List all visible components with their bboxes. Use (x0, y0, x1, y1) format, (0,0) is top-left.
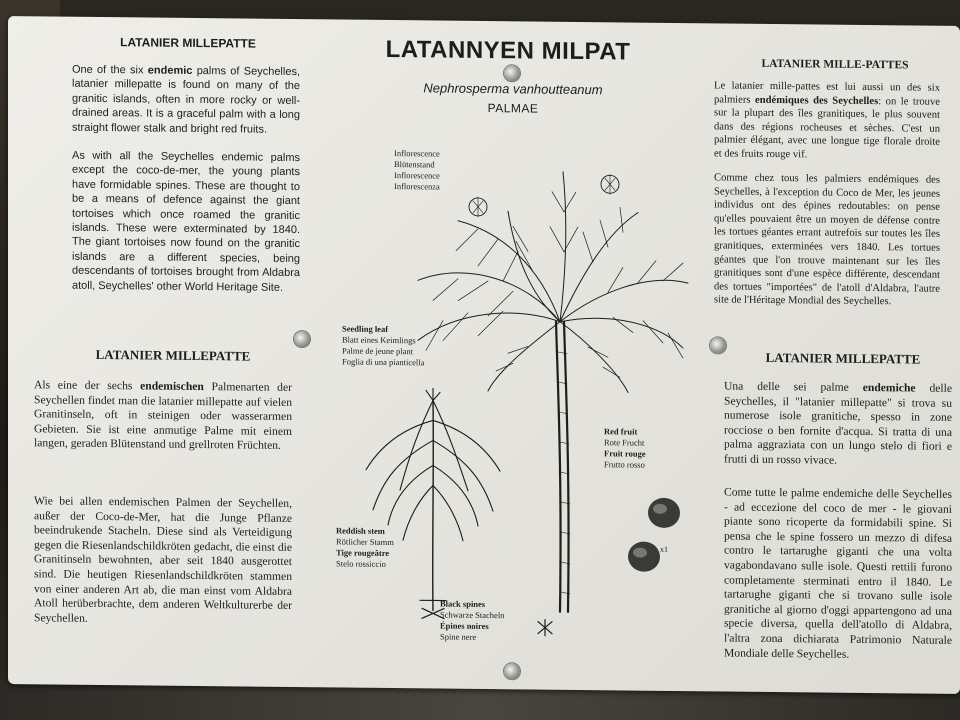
seedling-drawing (366, 388, 500, 619)
italian-paragraph-1: Una delle sei palme endemiche delle Seychelles, il "latanier millepatte" si trova su numerose isole granitiche, spesso in zone rocciose o ben fornite d'acqua. Si tratta di una palma aggraziata con un lungo stelo di fiori e frutti di un rosso vivace. (724, 379, 952, 467)
english-paragraph-2: As with all the Seychelles endemic palms except the coco-de-mer, the young plants have formidable spines. These are thought to be a means of defence against the giant tortoises which once roamed the granitic islands. These were exterminated by 1840. The giant tortoises now found on the granitic islands are a different species, being descendants of tortoises brought from Aldabra atoll, Seychelles' other World Heritage Site. (72, 149, 300, 294)
english-heading: LATANIER MILLEPATTE (120, 35, 256, 51)
screw-left (294, 331, 310, 347)
german-paragraph-1: Als eine der sechs endemischen Palmenarten der Seychellen findet man die latanier millepatte auf vielen Granitinseln, oft in steinigen oder wasserarmen Gebieten. Sie ist eine anmutige Palme mit einem langen, geraden Blütenstand und grellroten Früchten. (34, 378, 292, 453)
sign-title: LATANNYEN MILPAT (385, 35, 631, 66)
palm-crown (418, 170, 688, 393)
scientific-name: Nephrosperma vanhoutteanum (423, 80, 603, 98)
information-sign (8, 16, 960, 694)
italian-heading: LATANIER MILLEPATTE (765, 349, 921, 367)
italian-paragraph-2: Come tutte le palme endemiche delle Seychelles - ad eccezione del coco de mer - le giovani piante sono ricoperte da formidabili spine. Si pensa che le spine fossero un mezzo di difesa contro le tartarughe giganti che una volta vagabondavano sulle isole. Questi rettili furono completamente sterminati entro il 1840. Le tartarughe giganti che si trovano sulle isole granitiche al giorno d'oggi appartengono ad una specie diversa, quella dell'atollo di Aldabra, l'altra zona dichiarata Patrimonio Naturale Mondiale delle Seychelles. (724, 485, 952, 661)
label-black-spines: Black spines Schwarze Stacheln Épines noires Spine nere (440, 598, 505, 642)
german-paragraph-2: Wie bei allen endemischen Palmen der Seychellen, außer der Coco-de-Mer, hat die Junge Pflanze beeindrukende Stacheln. Diese sind als Verteidigung gegen die Riesenlandschildkröten gedacht, die einst die Granitinseln bewohnten, aber seit 1840 ausgerottet sind. Die heutigen Riesenlandschildkröten stammen von einer anderen Art ab, die man einst vom Aldabra Atoll herüberbrachte, dem anderen Weltkulturerbe der Seychellen. (34, 494, 292, 625)
fruit-drawing (628, 497, 680, 572)
fruit-scale-mark: x1 (660, 544, 668, 554)
label-inflorescence: Inflorescence Blütenstand Inflorescence Inflorescenza (394, 148, 440, 192)
french-paragraph-2: Comme chez tous les palmiers endémiques des Seychelles, à l'exception du Coco de Mer, les jeunes individus ont des épines redoutables: on pense qu'elles pouvaient être un moyen de défense contre les tortues géantes errant autrefois sur toutes les îles granitiques, exterminées vers 1840. Les tortues géantes que l'on trouve maintenant sur les îles granitiques sont d'une espèce différente, descendant des tortues "importées" de l'atoll d'Aldabra, l'autre site de l'Héritage Mondial des Seychelles. (714, 172, 940, 308)
palm-illustration (338, 129, 718, 653)
inflorescence-drawing (469, 173, 619, 219)
german-heading: LATANIER MILLEPATTE (95, 346, 251, 364)
plant-family: PALMAE (487, 101, 539, 116)
label-red-fruit: Red fruit Rote Frucht Fruit rouge Frutto rosso (604, 426, 646, 470)
french-heading: LATANIER MILLE-PATTES (761, 57, 909, 72)
english-paragraph-1: One of the six endemic palms of Seychelles, latanier millepatte is found on many of the granitic islands, often in more rocky or well-drained areas. It is a graceful palm with a long straight flower stalk and bright red fruits. (72, 63, 300, 136)
screw-top (504, 65, 520, 81)
label-reddish-stem: Reddish stem Rötlicher Stamm Tige rougeâtre Stelo rossiccio (336, 525, 394, 569)
screw-bottom (504, 663, 520, 679)
label-seedling-leaf: Seedling leaf Blatt eines Keimlings Palme de jeune plant Foglia di una pianticella (342, 323, 425, 368)
french-paragraph-1: Le latanier mille-pattes est lui aussi un des six palmiers endémiques des Seychelles: on le trouve sur la plupart des îles granitiques, le plus souvent dans des régions rocheuses et sèches. C'est un palmier élégant, avec une longue tige florale droite et des fruits rouge vif. (714, 80, 940, 161)
